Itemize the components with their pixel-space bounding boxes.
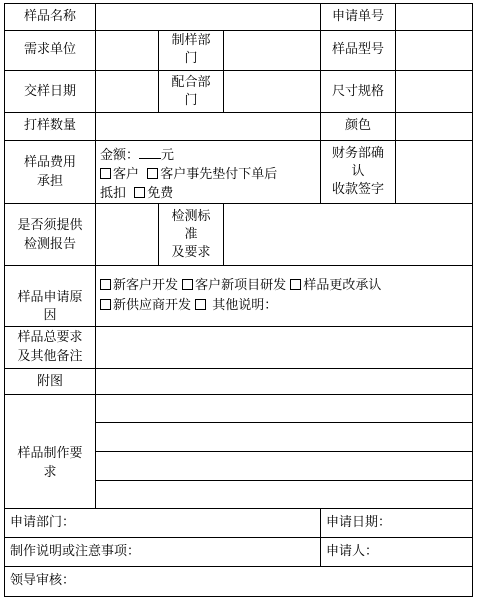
label-make-dept-line1: 制样部 bbox=[171, 33, 211, 48]
col-line bbox=[320, 508, 321, 566]
label-attachment: 附图 bbox=[36, 374, 63, 389]
label-production-line1: 样品制作要 bbox=[17, 446, 83, 461]
sub-row-line bbox=[95, 422, 473, 423]
opt-other: 其他说明： bbox=[212, 298, 278, 313]
label-leader-review: 领导审核： bbox=[10, 573, 76, 588]
label-report-line2: 检测报告 bbox=[23, 237, 76, 252]
opt-customer: 客户 bbox=[113, 167, 140, 182]
opt-new-customer: 新客户开发 bbox=[113, 278, 179, 293]
label-sample-model: 样品型号 bbox=[331, 42, 384, 57]
label-color: 颜色 bbox=[344, 118, 371, 133]
label-requirements-line2: 及其他备注 bbox=[17, 349, 83, 364]
checkbox-new-customer[interactable] bbox=[100, 279, 111, 290]
label-applicant: 申请人： bbox=[326, 544, 379, 559]
row-line bbox=[4, 112, 473, 113]
label-production-line2: 求 bbox=[43, 465, 57, 480]
amount-blank[interactable] bbox=[139, 146, 161, 159]
label-size-spec: 尺寸规格 bbox=[331, 84, 384, 99]
label-apply-dept: 申请部门： bbox=[10, 515, 76, 530]
checkbox-sample-change[interactable] bbox=[290, 279, 301, 290]
opt-new-project: 客户新项目研发 bbox=[195, 278, 287, 293]
amount-line bbox=[100, 146, 174, 166]
label-sample-name: 样品名称 bbox=[23, 9, 76, 24]
col-line bbox=[223, 30, 224, 112]
label-delivery-date: 交样日期 bbox=[23, 84, 76, 99]
opt-new-supplier: 新供应商开发 bbox=[113, 298, 192, 313]
checkbox-prepay[interactable] bbox=[147, 168, 158, 179]
row-line bbox=[4, 30, 473, 31]
sub-row-line bbox=[95, 480, 473, 481]
border-top bbox=[4, 3, 473, 4]
opt-sample-change: 样品更改承认 bbox=[303, 278, 382, 293]
sub-row-line bbox=[95, 451, 473, 452]
label-reason-line2: 因 bbox=[43, 308, 57, 323]
row-line bbox=[4, 203, 473, 204]
opt-prepay: 客户事先垫付下单后 bbox=[160, 167, 278, 182]
row-line bbox=[4, 326, 473, 327]
finance-line2: 认 bbox=[351, 164, 365, 179]
label-fee-line2: 承担 bbox=[36, 174, 63, 189]
label-fee-line1: 样品费用 bbox=[23, 155, 76, 170]
label-apply-date: 申请日期： bbox=[326, 515, 392, 530]
row-line bbox=[4, 140, 473, 141]
checkbox-free[interactable] bbox=[134, 187, 145, 198]
checkbox-other[interactable] bbox=[195, 299, 206, 310]
label-reason-line1: 样品申请原 bbox=[17, 290, 83, 305]
col-line bbox=[395, 3, 396, 203]
row-line bbox=[4, 394, 473, 395]
finance-line3: 收款签字 bbox=[331, 182, 384, 197]
finance-line1: 财务部确 bbox=[331, 146, 384, 161]
label-demand-unit: 需求单位 bbox=[23, 42, 76, 57]
row-line bbox=[4, 566, 473, 567]
row-line bbox=[4, 368, 473, 369]
label-std-line1: 检测标 bbox=[171, 209, 211, 224]
label-coop-dept-line2: 门 bbox=[184, 93, 198, 108]
label-coop-dept-line1: 配合部 bbox=[171, 75, 211, 90]
sample-request-form bbox=[4, 3, 473, 597]
opt-free: 免费 bbox=[147, 186, 174, 201]
reason-options-line1 bbox=[100, 276, 381, 296]
row-line bbox=[4, 508, 473, 509]
col-line bbox=[95, 3, 96, 508]
label-std-line2: 准 bbox=[184, 227, 198, 242]
checkbox-customer[interactable] bbox=[100, 168, 111, 179]
row-line bbox=[4, 70, 473, 71]
deduct-label: 抵扣 bbox=[100, 186, 127, 201]
border-bottom bbox=[4, 596, 473, 597]
reason-options-line2 bbox=[100, 296, 277, 316]
checkbox-new-supplier[interactable] bbox=[100, 299, 111, 310]
yuan-label: 元 bbox=[161, 148, 175, 163]
label-report-line1: 是否须提供 bbox=[17, 218, 83, 233]
amount-label: 金额： bbox=[100, 148, 140, 163]
label-make-dept-line2: 门 bbox=[184, 51, 198, 66]
row-line bbox=[4, 537, 473, 538]
fee-options-line bbox=[100, 165, 277, 185]
col-line bbox=[223, 203, 224, 265]
label-std-line3: 及要求 bbox=[171, 245, 211, 260]
label-qty: 打样数量 bbox=[23, 118, 76, 133]
label-request-no: 申请单号 bbox=[331, 9, 384, 24]
checkbox-new-project[interactable] bbox=[182, 279, 193, 290]
fee-options-line2 bbox=[100, 184, 173, 204]
row-line bbox=[4, 265, 473, 266]
label-notes: 制作说明或注意事项： bbox=[10, 544, 141, 559]
label-requirements-line1: 样品总要求 bbox=[17, 330, 83, 345]
